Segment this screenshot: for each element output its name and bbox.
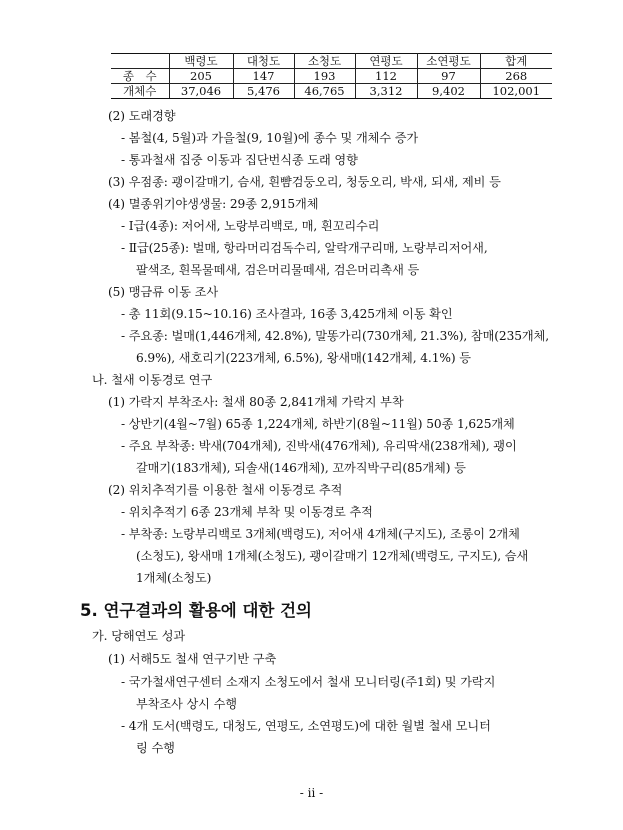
section-dominant-species: (3) 우점종: 괭이갈매기, 슴새, 흰뺨검둥오리, 청둥오리, 박새, 되새, 제비 등 <box>108 175 501 189</box>
bullet-item: - 4개 도서(백령도, 대청도, 연평도, 소연평도)에 대한 월별 철새 모니터 <box>121 719 491 733</box>
section-raptor-survey: (5) 맹금류 이동 조사 <box>108 285 218 299</box>
table-header-cell: 대청도 <box>233 54 294 69</box>
bullet-item: - 총 11회(9.15~10.16) 조사결과, 16종 3,425개체 이동 확인 <box>121 307 453 321</box>
bullet-item: - 봄철(4, 5월)과 가을철(9, 10월)에 종수 및 개체수 증가 <box>121 131 419 145</box>
section-endangered: (4) 멸종위기야생생물: 29종 2,915개체 <box>108 197 319 211</box>
bullet-continuation: 갈매기(183개체), 되솔새(146개체), 꼬까직박구리(85개체) 등 <box>136 461 466 475</box>
table-cell: 112 <box>355 69 417 84</box>
table-header-cell: 연평도 <box>355 54 417 69</box>
bullet-item: - 국가철새연구센터 소재지 소청도에서 철새 모니터링(주1회) 및 가락지 <box>121 675 496 689</box>
bullet-item: - 상반기(4월~7월) 65종 1,224개체, 하반기(8월~11월) 50종 1,625개체 <box>121 417 515 431</box>
table-cell: 5,476 <box>233 84 294 99</box>
table-header-cell: 합계 <box>480 54 552 69</box>
table-header-cell: 백령도 <box>169 54 233 69</box>
survey-summary-table <box>111 53 552 99</box>
table-cell: 193 <box>294 69 355 84</box>
section-arrival-trend: (2) 도래경향 <box>108 109 176 123</box>
bullet-item: - 위치추적기 6종 23개체 부착 및 이동경로 추적 <box>121 505 373 519</box>
section-banding-survey: (1) 가락지 부착조사: 철새 80종 2,841개체 가락지 부착 <box>108 395 404 409</box>
table-cell: 268 <box>480 69 552 84</box>
table-cell: 97 <box>417 69 480 84</box>
table-cell: 46,765 <box>294 84 355 99</box>
table-cell: 종 수 <box>111 69 169 84</box>
bullet-continuation: (소청도), 왕새매 1개체(소청도), 괭이갈매기 12개체(백령도, 구지도), 슴새 <box>136 549 529 563</box>
table-header-cell <box>111 54 169 69</box>
bullet-continuation: 6.9%), 새호리기(223개체, 6.5%), 왕새매(142개체, 4.1%) 등 <box>136 351 471 365</box>
table-header-row <box>111 54 552 69</box>
bullet-item: - 부착종: 노랑부리백로 3개체(백령도), 저어새 4개체(구지도), 조롱이 2개체 <box>121 527 520 541</box>
subsection-migration-route: 나. 철새 이동경로 연구 <box>92 373 213 387</box>
bullet-item: - 주요종: 벌매(1,446개체, 42.8%), 말똥가리(730개체, 21.3%), 참매(235개체, <box>121 329 550 343</box>
table-cell: 9,402 <box>417 84 480 99</box>
table-cell: 3,312 <box>355 84 417 99</box>
table-cell: 147 <box>233 69 294 84</box>
table-row-species <box>111 69 552 84</box>
table-header-cell: 소연평도 <box>417 54 480 69</box>
bullet-item: - Ⅰ급(4종): 저어새, 노랑부리백로, 매, 흰꼬리수리 <box>121 219 380 233</box>
table-row-individuals <box>111 84 552 99</box>
bullet-continuation: 부착조사 상시 수행 <box>136 697 237 711</box>
bullet-continuation: 1개체(소청도) <box>136 571 212 585</box>
bullet-continuation: 링 수행 <box>136 741 175 755</box>
table-cell: 개체수 <box>111 84 169 99</box>
section-location-tracker: (2) 위치추적기를 이용한 철새 이동경로 추적 <box>108 483 343 497</box>
table-cell: 102,001 <box>480 84 552 99</box>
bullet-item: - 통과철새 집중 이동과 집단번식종 도래 영향 <box>121 153 358 167</box>
table-header-cell: 소청도 <box>294 54 355 69</box>
table-cell: 205 <box>169 69 233 84</box>
page-number: - ii - <box>299 786 324 800</box>
bullet-continuation: 팔색조, 흰목물떼새, 검은머리물떼새, 검은머리촉새 등 <box>136 263 420 277</box>
table-cell: 37,046 <box>169 84 233 99</box>
bullet-item: - Ⅱ급(25종): 벌매, 항라머리검독수리, 알락개구리매, 노랑부리저어새, <box>121 241 488 255</box>
chapter-heading: 5. 연구결과의 활용에 대한 건의 <box>80 601 312 620</box>
bullet-item: - 주요 부착종: 박새(704개체), 진박새(476개체), 유리딱새(238개체), 괭이 <box>121 439 517 453</box>
subsection-current-year-results: 가. 당해연도 성과 <box>92 629 186 643</box>
section-research-base: (1) 서해5도 철새 연구기반 구축 <box>108 652 277 666</box>
